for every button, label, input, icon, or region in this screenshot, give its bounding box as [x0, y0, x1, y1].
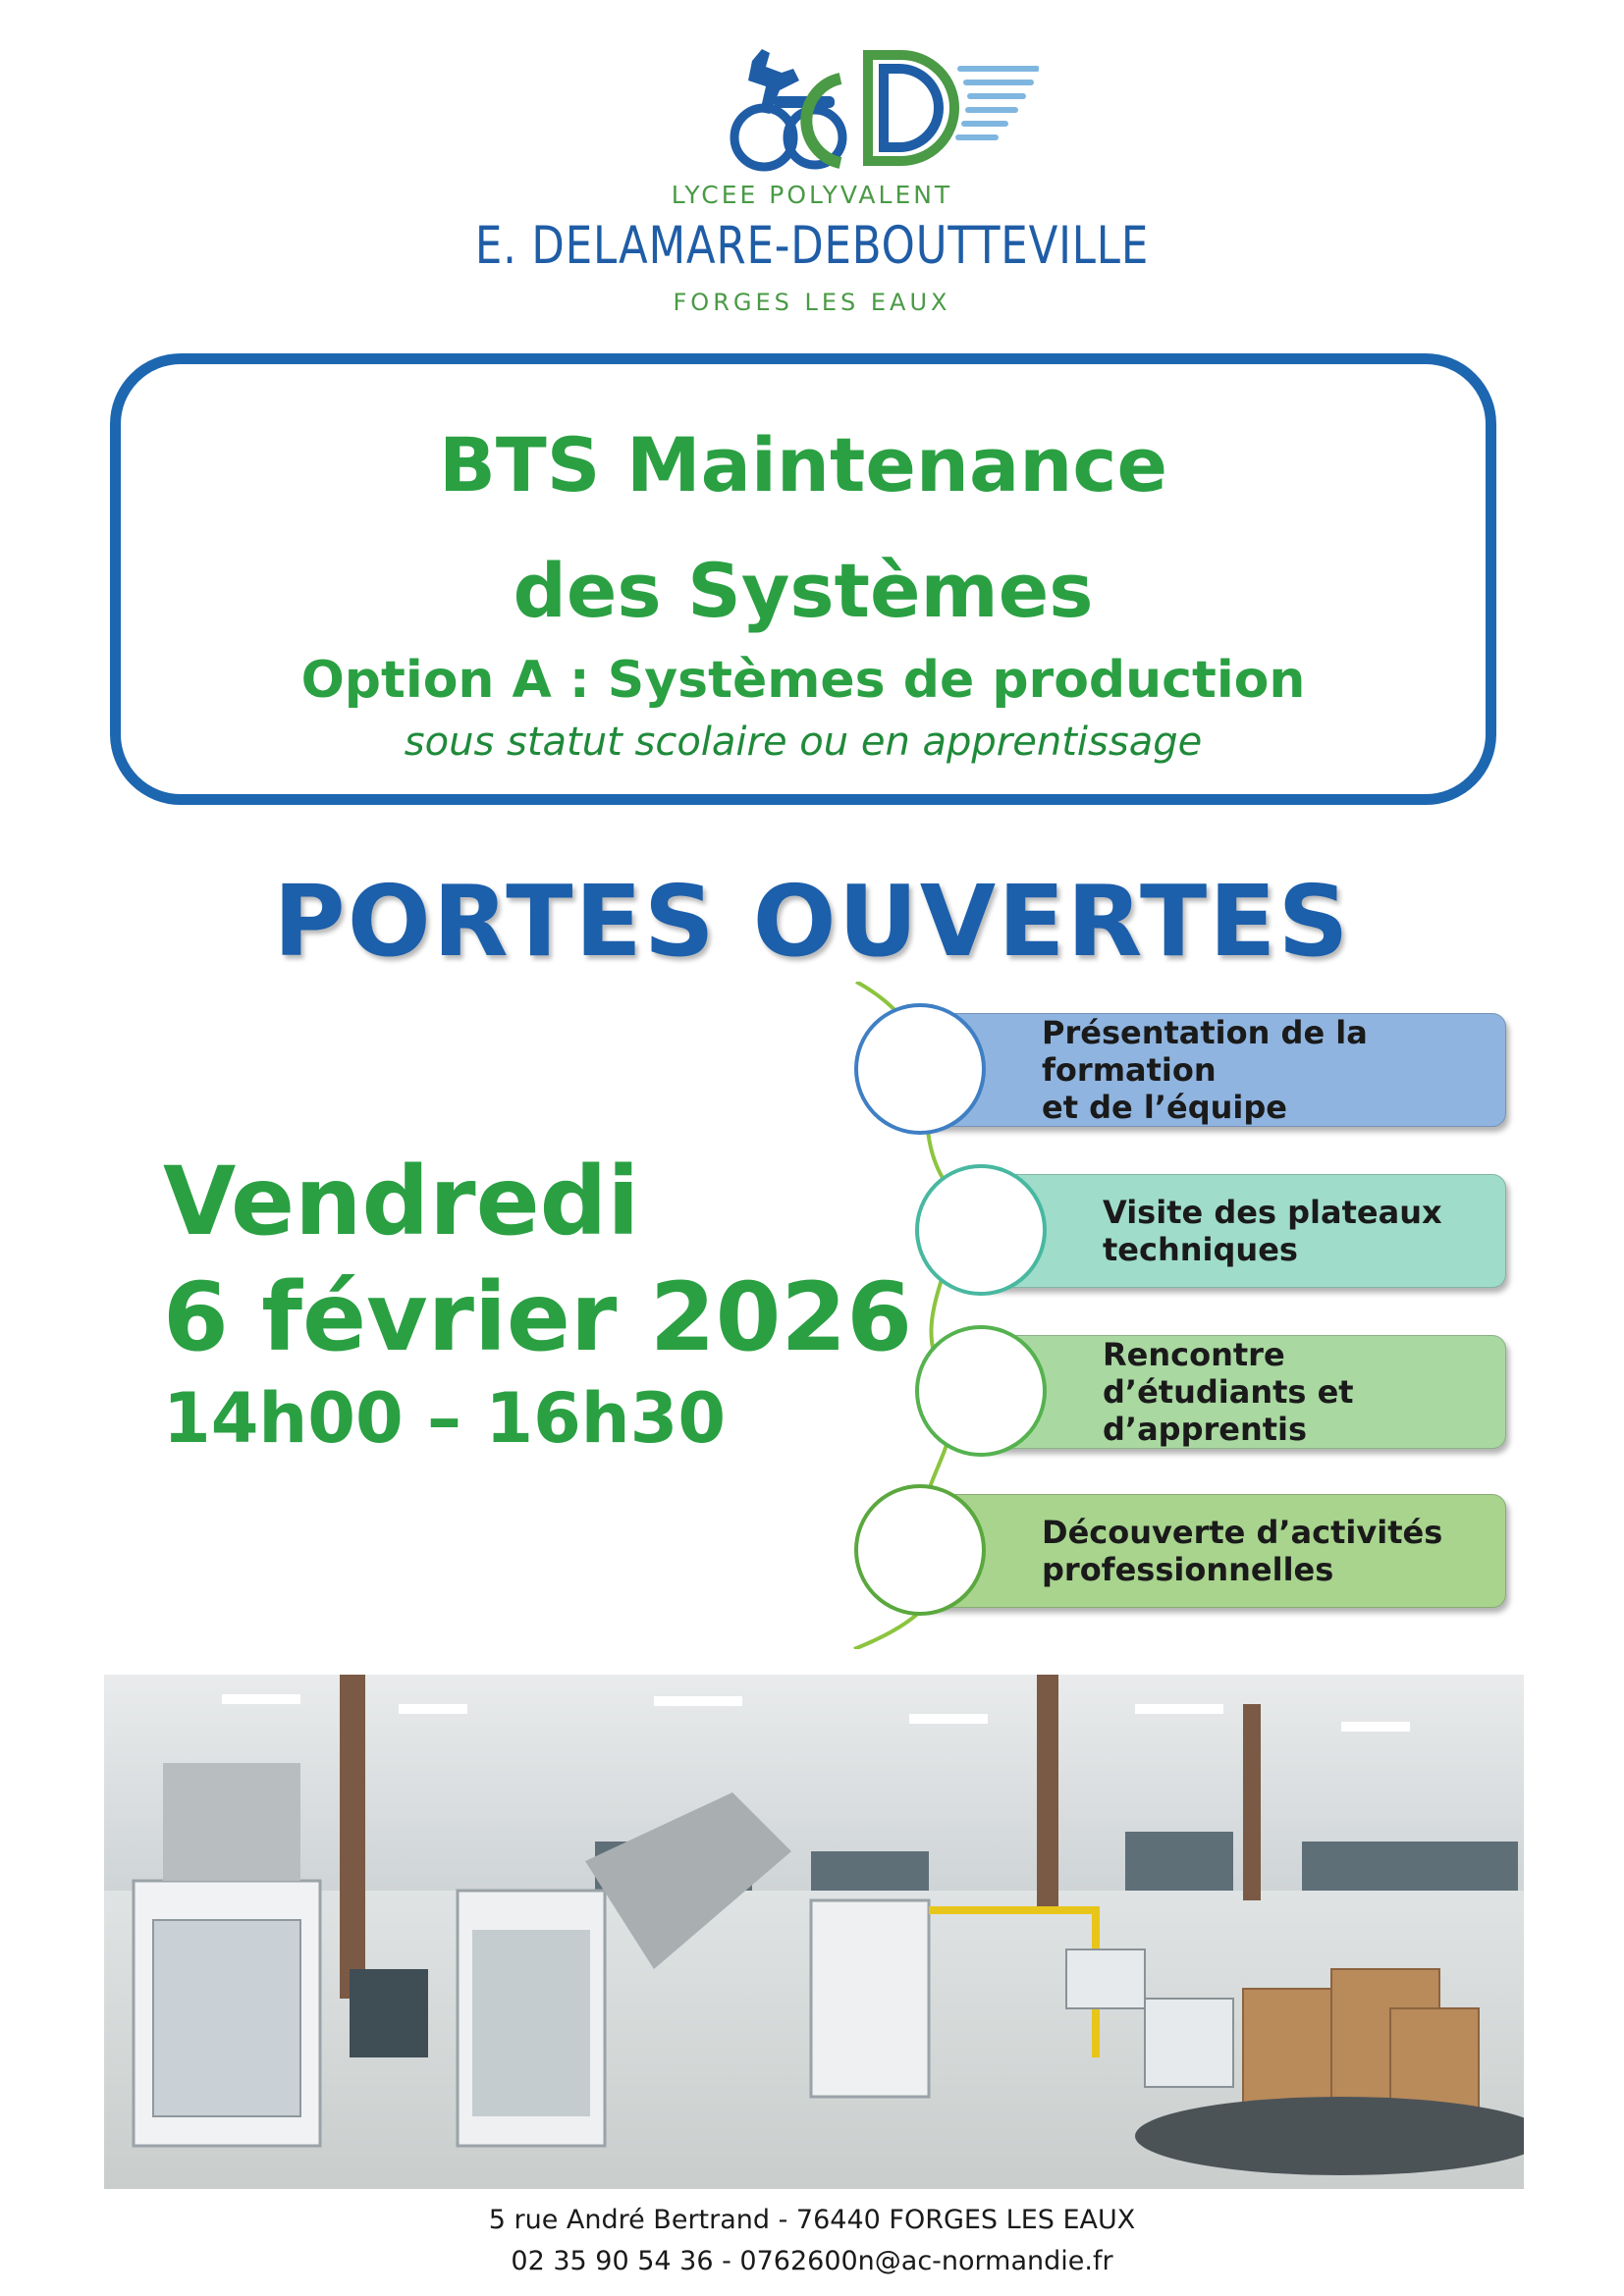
title-line-1: BTS Maintenance — [438, 421, 1167, 508]
program-item-box — [913, 1013, 1506, 1127]
option-line: Option A : Systèmes de production — [300, 651, 1306, 710]
event-date: 6 février 2026 — [163, 1262, 912, 1372]
event-day: Vendredi — [163, 1147, 640, 1256]
program-item-line: Rencontre d’étudiants et — [1103, 1336, 1354, 1411]
program-item-line: techniques — [1103, 1231, 1298, 1268]
program-bullet-circle — [854, 1484, 986, 1616]
program-bullet-circle — [854, 1003, 986, 1135]
program-item-line: Découverte d’activités — [1042, 1514, 1443, 1551]
program-item-line: d’apprentis — [1103, 1411, 1308, 1448]
program-item-text — [1103, 1194, 1442, 1268]
logo-speed-lines — [958, 69, 1037, 137]
program-item-box — [913, 1494, 1506, 1608]
program-item-box — [974, 1174, 1506, 1288]
program-item-line: Présentation de la formation — [1042, 1014, 1368, 1089]
program-item-text — [1103, 1336, 1486, 1448]
program-item-box — [974, 1335, 1506, 1449]
program-bullet-circle — [915, 1325, 1047, 1457]
logo-subtitle-top: LYCEE POLYVALENT — [671, 181, 953, 209]
workshop-photo — [104, 1675, 1524, 2189]
school-logo — [725, 39, 1039, 177]
program-item-line: professionnelles — [1042, 1551, 1334, 1588]
event-time: 14h00 – 16h30 — [163, 1378, 727, 1459]
headline-portes-ouvertes: PORTES OUVERTES — [273, 864, 1351, 979]
logo-town: FORGES LES EAUX — [673, 289, 951, 316]
program-item-line: Visite des plateaux — [1103, 1194, 1442, 1231]
status-line: sous statut scolaire ou en apprentissage — [404, 720, 1203, 765]
footer-address: 5 rue André Bertrand - 76440 FORGES LES EAUX — [488, 2205, 1136, 2235]
title-box — [110, 353, 1496, 805]
program-item-line: et de l’équipe — [1042, 1089, 1287, 1126]
program-bullet-circle — [915, 1164, 1047, 1296]
title-line-2: des Systèmes — [513, 547, 1094, 634]
logo-letter-d-inner — [884, 69, 939, 147]
program-item-text — [1042, 1014, 1486, 1126]
footer-contact: 02 35 90 54 36 - 0762600n@ac-normandie.fr — [511, 2246, 1113, 2276]
logo-school-name: E. DELAMARE-DEBOUTTEVILLE — [474, 216, 1150, 276]
program-item-text — [1042, 1514, 1442, 1588]
